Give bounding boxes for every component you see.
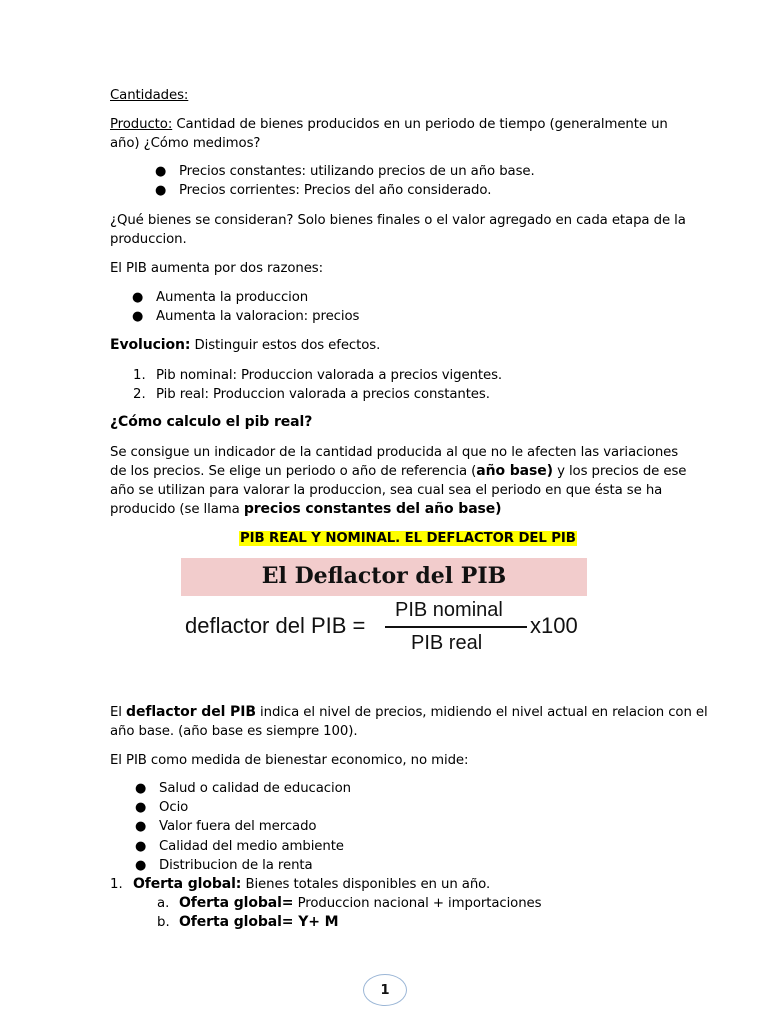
explicacion-text: y los precios de ese xyxy=(552,464,687,479)
heading-cantidades: Cantidades: xyxy=(110,88,189,103)
evolucion-text: Distinguir estos dos efectos. xyxy=(190,338,381,353)
oferta-item-label: Oferta global= Y+ M xyxy=(179,914,339,930)
explicacion-line-1: Se consigue un indicador de la cantidad producida al que no le afecten las variaciones xyxy=(110,445,679,460)
oferta-line xyxy=(133,875,490,894)
deflactor-text: El xyxy=(110,705,127,720)
list-letter: a. xyxy=(157,896,170,911)
section-title xyxy=(239,529,577,548)
oferta-label: Oferta global: xyxy=(133,876,242,892)
no-mide-item: Distribucion de la renta xyxy=(159,858,313,873)
bullet-icon: ● xyxy=(135,819,147,834)
oferta-text: Bienes totales disponibles en un año. xyxy=(241,877,491,892)
bullet-icon: ● xyxy=(132,290,144,305)
bullet-icon: ● xyxy=(155,164,167,179)
oferta-item-text: Produccion nacional + importaciones xyxy=(293,896,542,911)
evolucion-label: Evolucion: xyxy=(110,337,191,353)
explicacion-text: producido (se llama xyxy=(110,502,244,517)
bullet-icon: ● xyxy=(135,781,147,796)
explicacion-line-3: año se utilizan para valorar la produccion, sea cual sea el periodo en que ésta se ha xyxy=(110,483,663,498)
formula-lhs: deflactor del PIB = xyxy=(185,613,366,638)
razon-item: Aumenta la valoracion: precios xyxy=(156,309,360,324)
formula-numerator: PIB nominal xyxy=(395,599,503,621)
list-letter: b. xyxy=(157,915,170,930)
list-number: 1. xyxy=(110,877,123,892)
no-mide-item: Salud o calidad de educacion xyxy=(159,781,351,796)
bullet-icon: ● xyxy=(135,839,147,854)
precios-constantes-bold: precios constantes del año base) xyxy=(243,501,502,517)
list-number: 1. xyxy=(133,368,146,383)
bullet-icon: ● xyxy=(135,800,147,815)
pregunta-pib-real: ¿Cómo calculo el pib real? xyxy=(110,414,313,430)
oferta-item xyxy=(179,894,541,913)
bullet-icon: ● xyxy=(135,858,147,873)
producto-label: Producto: xyxy=(110,117,173,132)
list-number: 2. xyxy=(133,387,146,402)
bullet-icon: ● xyxy=(155,183,167,198)
evolucion-line xyxy=(110,336,380,355)
formula-multiplier: x100 xyxy=(530,613,578,638)
deflactor-bold: deflactor del PIB xyxy=(126,704,256,720)
producto-line-2: año) ¿Cómo medimos? xyxy=(110,136,261,151)
pib-tipo-item: Pib nominal: Produccion valorada a precios vigentes. xyxy=(156,368,503,383)
producto-text: Cantidad de bienes producidos en un periodo de tiempo (generalmente un xyxy=(172,117,668,132)
oferta-item xyxy=(179,913,339,932)
explicacion-text: de los precios. Se elige un periodo o año de referencia ( xyxy=(110,464,477,479)
ano-base-bold: año base) xyxy=(476,463,553,479)
bienes-line-1: ¿Qué bienes se consideran? Solo bienes finales o el valor agregado en cada etapa de la xyxy=(110,213,686,228)
pib-tipo-item: Pib real: Produccion valorada a precios constantes. xyxy=(156,387,490,402)
formula-denominator: PIB real xyxy=(411,632,483,654)
no-mide-item: Valor fuera del mercado xyxy=(159,819,317,834)
deflactor-line-2: año base. (año base es siempre 100). xyxy=(110,724,358,739)
medida-item: Precios constantes: utilizando precios de un año base. xyxy=(179,164,535,179)
fraction-bar xyxy=(385,626,527,628)
bienestar-intro: El PIB como medida de bienestar economico, no mide: xyxy=(110,753,469,768)
no-mide-item: Calidad del medio ambiente xyxy=(159,839,344,854)
bienes-line-2: produccion. xyxy=(110,232,187,247)
deflactor-formula-image xyxy=(181,558,587,662)
section-title-highlight: PIB REAL Y NOMINAL. EL DEFLACTOR DEL PIB xyxy=(240,531,576,546)
deflactor-text: indica el nivel de precios, midiendo el nivel actual en relacion con el xyxy=(255,705,708,720)
producto-line-1 xyxy=(110,115,668,134)
explicacion-line-2 xyxy=(110,462,686,481)
formula-title: El Deflactor del PIB xyxy=(261,563,507,589)
razon-item: Aumenta la produccion xyxy=(156,290,309,305)
bullet-icon: ● xyxy=(132,309,144,324)
explicacion-line-4 xyxy=(110,500,501,519)
oferta-item-label: Oferta global= xyxy=(179,895,294,911)
razones-intro: El PIB aumenta por dos razones: xyxy=(110,261,323,276)
deflactor-line-1 xyxy=(110,703,708,722)
medida-item: Precios corrientes: Precios del año considerado. xyxy=(179,183,492,198)
page-number: 1 xyxy=(363,974,407,1006)
no-mide-item: Ocio xyxy=(159,800,189,815)
